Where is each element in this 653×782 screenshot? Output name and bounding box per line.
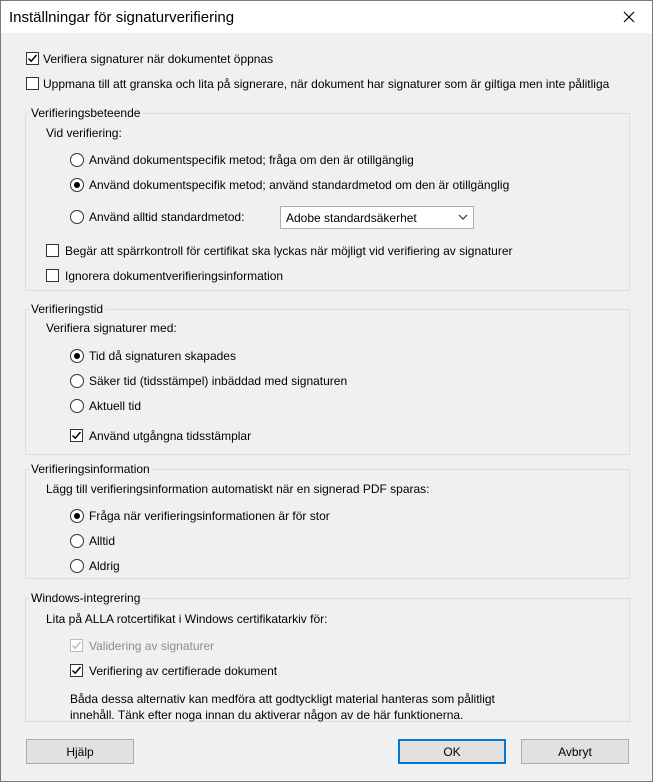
radio-signing-time-label: Tid då signaturen skapades — [89, 349, 236, 363]
radio-doc-method-ask-label: Använd dokumentspecifik metod; fråga om den är otillgänglig — [89, 153, 414, 167]
expired-timestamps-label: Använd utgångna tidsstämplar — [89, 429, 252, 443]
radio-doc-method-default[interactable] — [70, 178, 84, 192]
validate-certified-checkbox[interactable] — [70, 664, 83, 677]
warning-note-line1: Båda dessa alternativ kan medföra att godtyckligt material hanteras som pålitligt — [70, 692, 495, 706]
radio-never[interactable] — [70, 559, 84, 573]
radio-signing-time[interactable] — [70, 349, 84, 363]
expired-timestamps-checkbox[interactable] — [70, 429, 83, 442]
ok-button[interactable]: OK — [398, 739, 506, 764]
radio-doc-method-ask[interactable] — [70, 153, 84, 167]
add-info-label: Lägg till verifieringsinformation automatiskt när en signerad PDF sparas: — [46, 482, 430, 496]
ignore-doc-info-checkbox[interactable] — [46, 269, 59, 282]
checkmark-icon — [71, 640, 82, 651]
warning-note-line2: innehåll. Tänk efter noga innan du aktiverar någon av de här funktionerna. — [70, 708, 464, 722]
radio-always-label: Alltid — [89, 534, 116, 548]
default-method-value: Adobe standardsäkerhet — [286, 211, 417, 225]
radio-current-time[interactable] — [70, 399, 84, 413]
cancel-button[interactable]: Avbryt — [521, 739, 629, 764]
close-icon — [623, 11, 635, 23]
revocation-checkbox[interactable] — [46, 244, 59, 257]
prompt-review-checkbox[interactable] — [26, 77, 39, 90]
verify-on-open-checkbox[interactable] — [26, 52, 39, 65]
when-verifying-label: Vid verifiering: — [46, 126, 122, 140]
radio-secure-time-label: Säker tid (tidsstämpel) inbäddad med signaturen — [89, 374, 348, 388]
radio-never-label: Aldrig — [89, 559, 120, 573]
trust-label: Lita på ALLA rotcertifikat i Windows certifikatarkiv för: — [46, 612, 328, 626]
verify-with-label: Verifiera signaturer med: — [46, 321, 177, 335]
checkmark-icon — [27, 53, 38, 64]
revocation-label: Begär att spärrkontroll för certifikat ska lyckas när möjligt vid verifiering av signaturer — [65, 244, 513, 258]
validate-signatures-label: Validering av signaturer — [89, 639, 215, 653]
validate-certified-label: Verifiering av certifierade dokument — [89, 664, 278, 678]
radio-ask-when-large[interactable] — [70, 509, 84, 523]
default-method-select[interactable] — [280, 206, 474, 229]
close-button[interactable] — [606, 1, 652, 33]
windows-legend: Windows-integrering — [31, 591, 141, 605]
radio-always-default-label: Använd alltid standardmetod: — [89, 210, 245, 224]
radio-current-time-label: Aktuell tid — [89, 399, 142, 413]
chevron-down-icon — [457, 211, 469, 223]
info-legend: Verifieringsinformation — [31, 462, 150, 476]
checkmark-icon — [71, 430, 82, 441]
verify-on-open-label: Verifiera signaturer när dokumentet öppnas — [43, 52, 274, 66]
title-bar — [1, 1, 652, 33]
radio-secure-time[interactable] — [70, 374, 84, 388]
radio-always[interactable] — [70, 534, 84, 548]
validate-signatures-checkbox[interactable] — [70, 639, 83, 652]
radio-doc-method-default-label: Använd dokumentspecifik metod; använd standardmetod om den är otillgänglig — [89, 178, 510, 192]
time-legend: Verifieringstid — [31, 302, 104, 316]
ignore-doc-info-label: Ignorera dokumentverifieringsinformation — [65, 269, 284, 283]
dialog-title: Inställningar för signaturverifiering — [9, 9, 235, 26]
radio-ask-when-large-label: Fråga när verifieringsinformationen är för stor — [89, 509, 330, 523]
help-button[interactable]: Hjälp — [26, 739, 134, 764]
radio-always-default[interactable] — [70, 210, 84, 224]
prompt-review-label: Uppmana till att granska och lita på signerare, när dokument har signaturer som är giltiga men inte pålitliga — [43, 77, 610, 91]
behavior-legend: Verifieringsbeteende — [31, 106, 141, 120]
checkmark-icon — [71, 665, 82, 676]
